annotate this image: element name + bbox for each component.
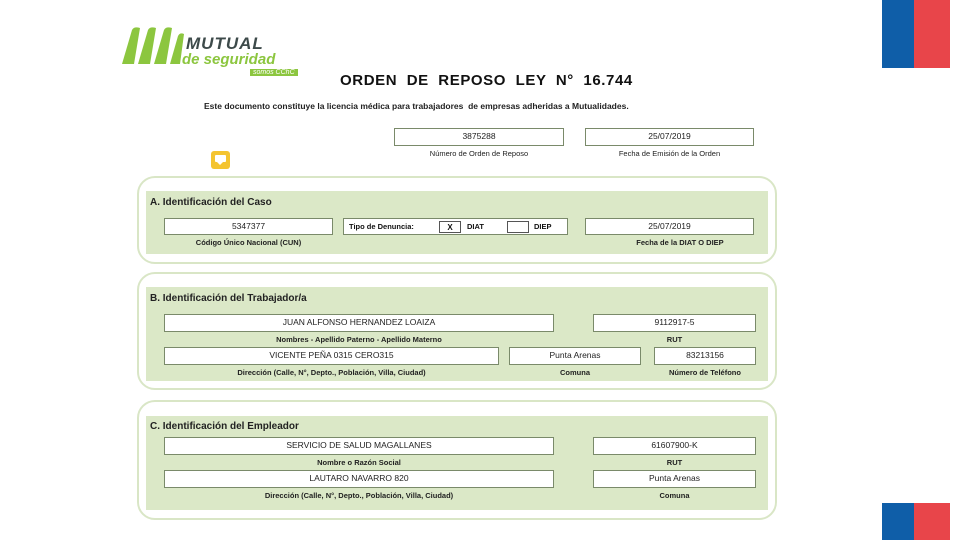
trabajador-direccion-label: Dirección (Calle, N°, Depto., Población, Villa, Ciudad) bbox=[237, 368, 426, 377]
fecha-diat-label: Fecha de la DIAT O DIEP bbox=[636, 238, 724, 247]
comment-icon[interactable] bbox=[211, 151, 230, 169]
cun-field: 5347377 bbox=[164, 218, 333, 235]
empleador-direccion-label: Dirección (Calle, N°, Depto., Población, Villa, Ciudad) bbox=[264, 491, 454, 500]
orden-numero-field: 3875288 bbox=[394, 128, 564, 146]
flag-decoration-bottom bbox=[882, 503, 950, 540]
empleador-razon-social-field: SERVICIO DE SALUD MAGALLANES bbox=[164, 437, 554, 455]
empleador-direccion-field: LAUTARO NAVARRO 820 bbox=[164, 470, 554, 488]
tipo-denuncia-label: Tipo de Denuncia: bbox=[349, 222, 414, 231]
trabajador-comuna-field: Punta Arenas bbox=[509, 347, 641, 365]
section-b-title: B. Identificación del Trabajador/a bbox=[150, 293, 307, 304]
logo-brand-name: MUTUAL bbox=[186, 34, 264, 53]
empleador-comuna-label: Comuna bbox=[659, 491, 690, 500]
fecha-diat-field: 25/07/2019 bbox=[585, 218, 754, 235]
empleador-razon-social-label: Nombre o Razón Social bbox=[317, 458, 401, 467]
document-title: ORDEN DE REPOSO LEY N° 16.744 bbox=[340, 72, 633, 89]
document-subtitle: Este documento constituye la licencia médica para trabajadores de empresas adheridas a Mutualidades. bbox=[204, 101, 629, 111]
logo-brand-subname: de seguridad bbox=[182, 51, 276, 68]
trabajador-nombre-field: JUAN ALFONSO HERNANDEZ LOAIZA bbox=[164, 314, 554, 332]
diat-checkbox[interactable]: X bbox=[439, 221, 461, 233]
trabajador-telefono-label: Número de Teléfono bbox=[669, 368, 741, 377]
trabajador-rut-field: 9112917-5 bbox=[593, 314, 756, 332]
flag-decoration-top bbox=[882, 0, 950, 68]
flag-red-band bbox=[914, 503, 950, 540]
cun-label: Código Único Nacional (CUN) bbox=[195, 238, 302, 247]
trabajador-nombre-label: Nombres - Apellido Paterno - Apellido Materno bbox=[276, 335, 442, 344]
empleador-comuna-field: Punta Arenas bbox=[593, 470, 756, 488]
trabajador-telefono-field: 83213156 bbox=[654, 347, 756, 365]
flag-blue-band bbox=[882, 0, 914, 68]
logo-tagline: somos CChC bbox=[250, 69, 298, 76]
flag-red-band bbox=[914, 0, 950, 68]
fecha-emision-label: Fecha de Emisión de la Orden bbox=[618, 149, 721, 158]
fecha-emision-field: 25/07/2019 bbox=[585, 128, 754, 146]
empleador-rut-label: RUT bbox=[666, 458, 683, 467]
orden-numero-label: Número de Orden de Reposo bbox=[429, 149, 529, 158]
section-c-title: C. Identificación del Empleador bbox=[150, 421, 299, 432]
trabajador-comuna-label: Comuna bbox=[560, 368, 590, 377]
section-a-title: A. Identificación del Caso bbox=[150, 197, 272, 208]
mutual-logo-mark-icon bbox=[120, 26, 186, 66]
flag-blue-band bbox=[882, 503, 914, 540]
diep-label: DIEP bbox=[534, 222, 552, 231]
trabajador-direccion-field: VICENTE PEÑA 0315 CERO315 bbox=[164, 347, 499, 365]
diep-checkbox[interactable] bbox=[507, 221, 529, 233]
empleador-rut-field: 61607900-K bbox=[593, 437, 756, 455]
mutual-logo bbox=[120, 24, 330, 84]
diat-label: DIAT bbox=[467, 222, 484, 231]
trabajador-rut-label: RUT bbox=[666, 335, 683, 344]
